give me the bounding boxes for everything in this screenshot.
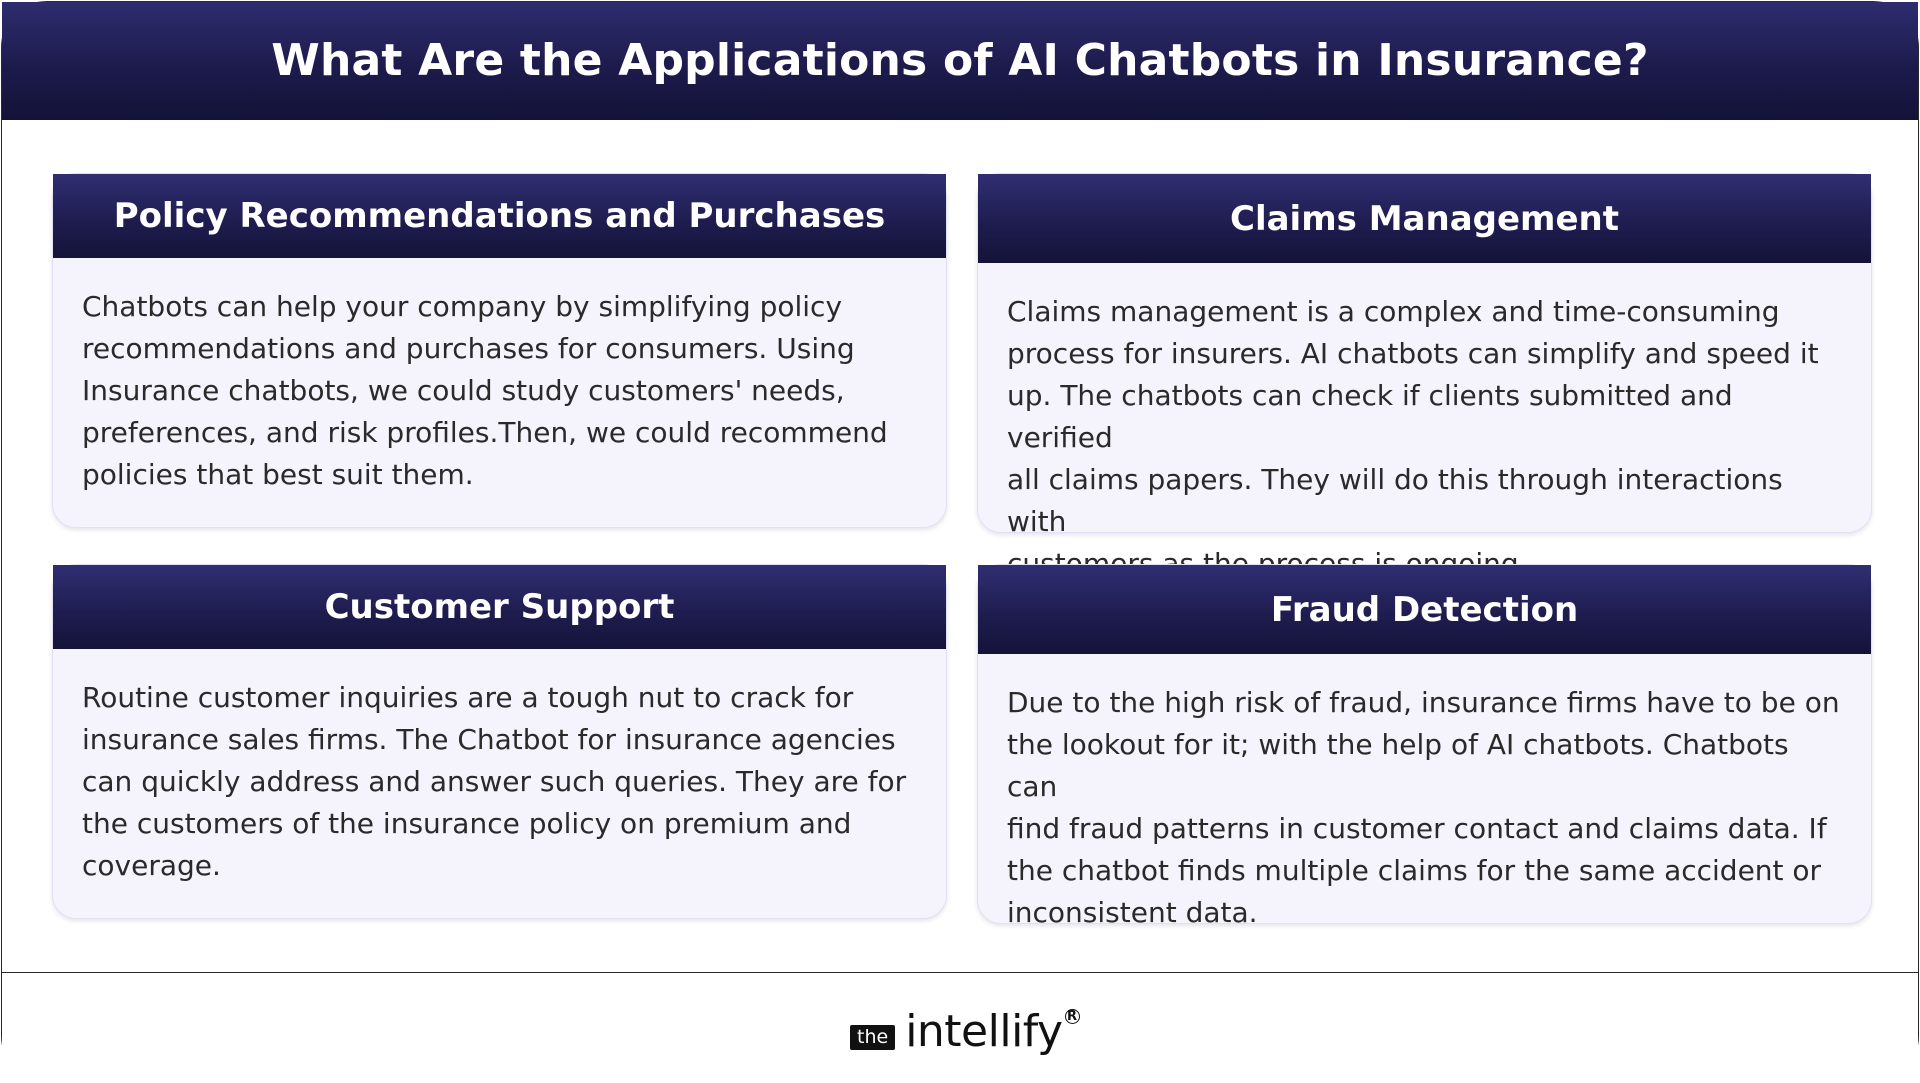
- card-body-line: coverage.: [82, 849, 221, 882]
- card-header: [978, 174, 1871, 263]
- card-body-line: find fraud patterns in customer contact and claims data. If: [1007, 812, 1827, 845]
- card-header: [978, 565, 1871, 654]
- footer: [2, 972, 1918, 1083]
- card-title: Fraud Detection: [1270, 589, 1579, 630]
- card-policy-recommendations: [52, 173, 947, 528]
- card-body-line: insurance sales firms. The Chatbot for insurance agencies: [82, 723, 896, 756]
- card-body-line: Due to the high risk of fraud, insurance firms have to be on: [1007, 686, 1840, 719]
- card-body: [978, 263, 1871, 585]
- card-body: [978, 654, 1871, 934]
- card-body-line: up. The chatbots can check if clients submitted and verified: [1007, 379, 1733, 454]
- card-body-line: Claims management is a complex and time-consuming: [1007, 295, 1780, 328]
- logo-prefix: the: [850, 1025, 895, 1050]
- card-body-line: Routine customer inquiries are a tough nut to crack for: [82, 681, 854, 714]
- infographic-frame: [1, 1, 1919, 1082]
- brand-logo: [850, 1003, 1080, 1059]
- card-body-line: recommendations and purchases for consumers. Using: [82, 332, 855, 365]
- card-body-line: policies that best suit them.: [82, 458, 474, 491]
- card-body-line: all claims papers. They will do this through interactions with: [1007, 463, 1783, 538]
- card-body: [53, 258, 946, 496]
- page-header: [2, 2, 1918, 120]
- card-body-line: inconsistent data.: [1007, 896, 1258, 929]
- card-header: [53, 174, 946, 258]
- card-header: [53, 565, 946, 649]
- card-title: Claims Management: [1230, 198, 1619, 239]
- card-body-line: Chatbots can help your company by simplifying policy: [82, 290, 843, 323]
- card-body-line: process for insurers. AI chatbots can simplify and speed it: [1007, 337, 1819, 370]
- card-body-line: Insurance chatbots, we could study customers' needs,: [82, 374, 845, 407]
- card-body: [53, 649, 946, 887]
- page-title: What Are the Applications of AI Chatbots in Insurance?: [271, 34, 1649, 86]
- card-body-line: preferences, and risk profiles.Then, we could recommend: [82, 416, 888, 449]
- card-title: Customer Support: [324, 587, 675, 627]
- card-claims-management: [977, 173, 1872, 538]
- card-body-line: the chatbot finds multiple claims for the same accident or: [1007, 854, 1822, 887]
- card-fraud-detection: [977, 564, 1872, 929]
- card-body-line: the customers of the insurance policy on premium and: [82, 807, 852, 840]
- logo-wordmark: intellify: [905, 1005, 1063, 1057]
- card-body-line: can quickly address and answer such queries. They are for: [82, 765, 907, 798]
- card-body-line: the lookout for it; with the help of AI chatbots. Chatbots can: [1007, 728, 1789, 803]
- card-title: Policy Recommendations and Purchases: [113, 196, 886, 236]
- registered-mark-icon: R: [1065, 1009, 1080, 1024]
- card-customer-support: [52, 564, 947, 919]
